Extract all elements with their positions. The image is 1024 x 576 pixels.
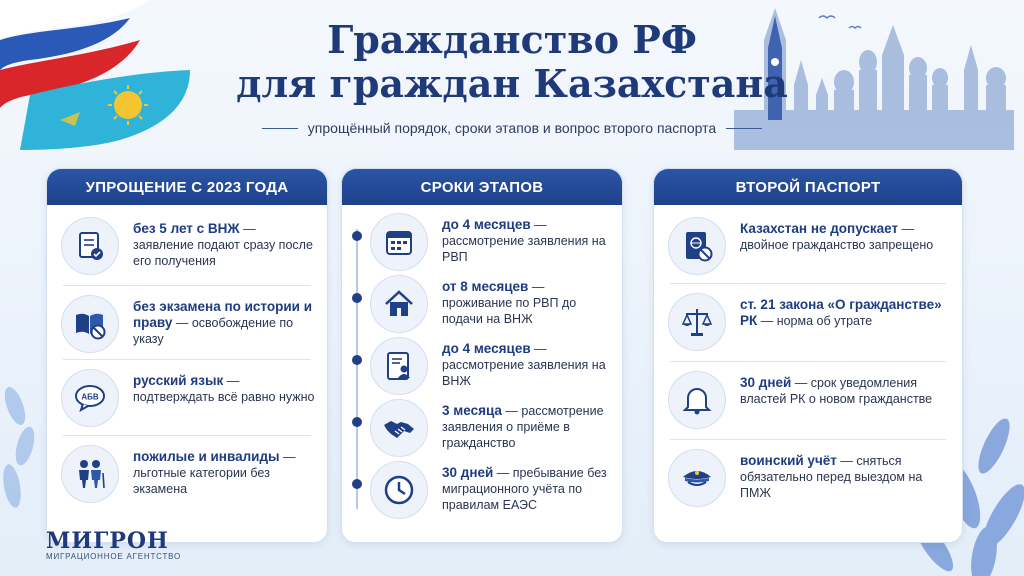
item-title: пожилые и инвалиды [133,449,280,464]
scales-icon [668,293,726,351]
list-item [61,217,315,275]
item-title: ст. 21 закона «О гражданстве» РК [740,297,942,328]
item-title: без 5 лет с ВНЖ [133,221,240,236]
clock-icon [370,461,428,519]
speech-bubble-icon [61,369,119,427]
calendar-icon [370,213,428,271]
timeline-dot [352,231,362,241]
card-second-passport [653,168,963,543]
card-simplification [46,168,328,543]
timeline-dot [352,479,362,489]
item-text: — пребывание без миграционного учёта по правилам ЕАЭС [442,466,607,512]
document-check-icon [61,217,119,275]
list-item [370,337,610,395]
title-line-1: Гражданство РФ [327,17,697,62]
item-text: — рассмотрение заявления о приёме в гражданство [442,404,604,450]
bell-icon [668,371,726,429]
subtitle [0,120,1024,136]
divider [670,283,946,284]
house-icon [370,275,428,333]
item-title: русский язык [133,373,224,388]
speech-bubble-label: АБВ [81,392,99,402]
timeline-dot [352,355,362,365]
divider [63,359,311,360]
item-title: 3 месяца [442,403,502,418]
item-title: до 4 месяцев [442,217,531,232]
divider [670,439,946,440]
list-item [370,213,610,271]
item-text: — рассмотрение заявления на РВП [442,218,606,264]
item-text: — проживание по РВП до подачи на ВНЖ [442,280,577,326]
item-text: — заявление подают сразу после его получения [133,222,313,268]
brand-name: МИГРОН [46,528,169,554]
item-text: — льготные категории без экзамена [133,450,296,496]
military-cap-icon [668,449,726,507]
item-title: Казахстан не допускает [740,221,899,236]
item-text: — норма об утрате [757,314,873,328]
item-text: — рассмотрение заявления на ВНЖ [442,342,606,388]
subtitle-rule-left [262,128,298,129]
timeline-dot [352,293,362,303]
item-text: — освобождение по указу [133,316,294,346]
item-text: — сняться обязательно перед выездом на ПМЖ [740,454,923,500]
item-title: до 4 месяцев [442,341,531,356]
item-title: 30 дней [740,375,792,390]
list-item [370,461,610,519]
divider [670,361,946,362]
list-item [668,217,950,275]
elderly-people-icon [61,445,119,503]
passport-no-icon [668,217,726,275]
card-heading: УПРОЩЕНИЕ С 2023 ГОДА [47,169,327,205]
list-item [61,295,315,353]
timeline-line [356,229,358,509]
item-title: без экзамена по истории и праву [133,299,313,330]
list-item [61,445,315,503]
list-item [61,369,315,427]
item-text: — двойное гражданство запрещено [740,222,934,252]
card-heading: СРОКИ ЭТАПОВ [342,169,622,205]
divider [63,285,311,286]
list-item [370,399,610,457]
card-heading: ВТОРОЙ ПАСПОРТ [654,169,962,205]
list-item [668,449,950,507]
subtitle-rule-right [726,128,762,129]
subtitle-text: упрощённый порядок, сроки этапов и вопрос второго паспорта [307,120,717,136]
brand-logo [46,528,181,561]
page-title [0,18,1024,106]
id-card-icon [370,337,428,395]
card-stage-terms [341,168,623,543]
timeline-dot [352,417,362,427]
title-line-2: для граждан Казахстана [236,61,788,106]
brand-tagline: МИГРАЦИОННОЕ АГЕНТСТВО [46,552,182,561]
list-item [370,275,610,333]
book-no-icon [61,295,119,353]
item-text: — срок уведомления властей РК о новом гражданстве [740,376,933,406]
divider [63,435,311,436]
item-title: 30 дней [442,465,494,480]
handshake-icon [370,399,428,457]
item-text: — подтверждать всё равно нужно [133,374,315,404]
list-item [668,293,950,351]
item-title: от 8 месяцев [442,279,529,294]
item-title: воинский учёт [740,453,837,468]
list-item [668,371,950,429]
